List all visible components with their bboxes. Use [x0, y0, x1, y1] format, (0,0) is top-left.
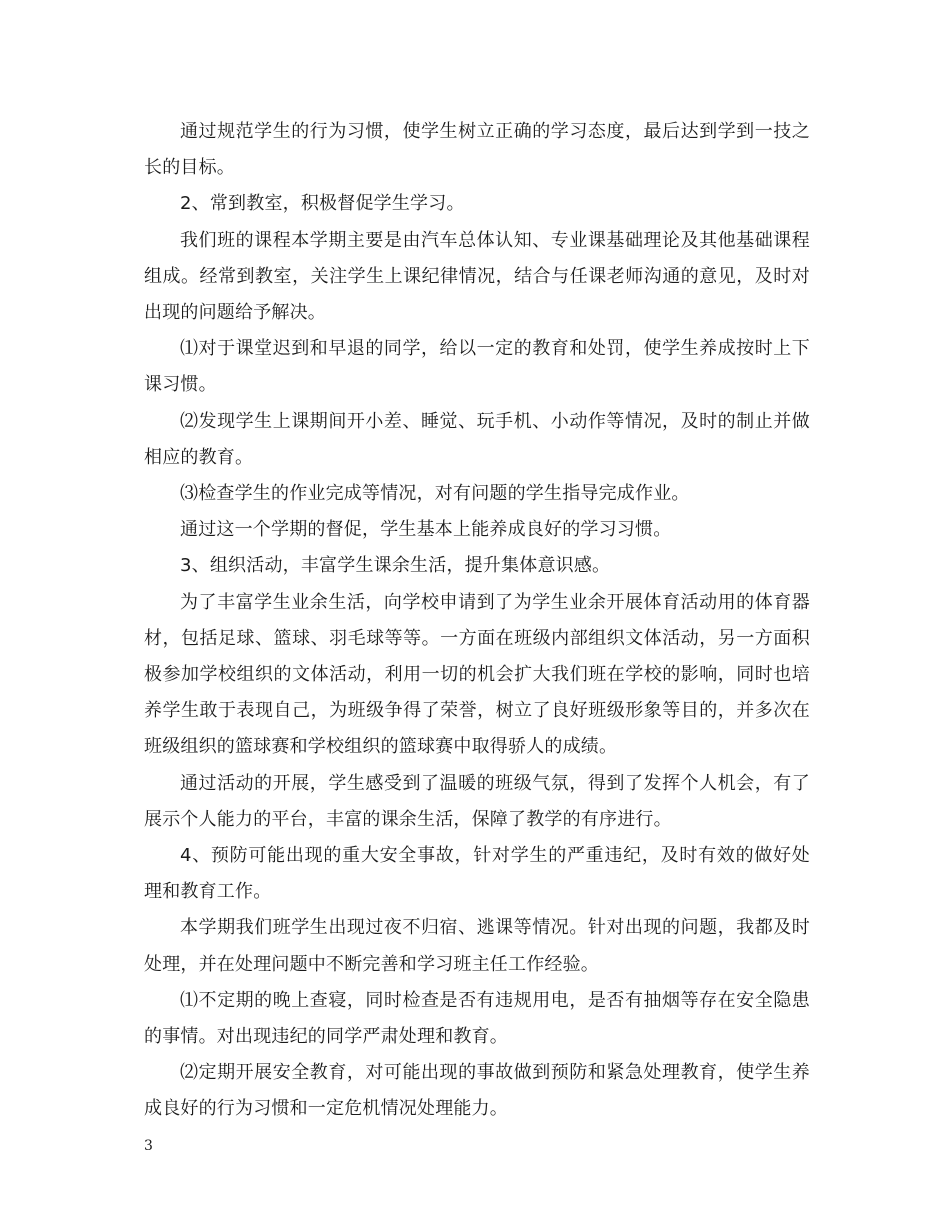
page-number: 3 — [144, 1138, 153, 1154]
paragraph: 通过规范学生的行为习惯，使学生树立正确的学习态度，最后达到学到一技之长的目标。 — [144, 121, 810, 179]
list-item: ⑴对于课堂迟到和早退的同学，给以一定的教育和处罚，使学生养成按时上下课习惯。 — [144, 338, 810, 396]
paragraph: 我们班的课程本学期主要是由汽车总体认知、专业课基础理论及其他基础课程组成。经常到教室，关注学生上课纪律情况，结合与任课老师沟通的意见，及时对出现的问题给予解决。 — [144, 229, 810, 324]
section-heading-4: 4、预防可能出现的重大安全事故，针对学生的严重违纪，及时有效的做好处理和教育工作。 — [144, 845, 810, 903]
paragraph: 为了丰富学生业余生活，向学校申请到了为学生业余开展体育活动用的体育器材，包括足球、篮球、羽毛球等等。一方面在班级内部组织文体活动，另一方面积极参加学校组织的文体活动，利用一切的机会扩大我们班在学校的影响，同时也培养学生敢于表现自己，为班级争得了荣誉，树立了良好班级形象等目的，并多次在班级组织的篮球赛和学校组织的篮球赛中取得骄人的成绩。 — [144, 591, 810, 758]
list-item: ⑶检查学生的作业完成等情况，对有问题的学生指导完成作业。 — [180, 483, 690, 505]
paragraph: 通过活动的开展，学生感受到了温暖的班级气氛，得到了发挥个人机会，有了展示个人能力的平台，丰富的课余生活，保障了教学的有序进行。 — [144, 772, 810, 830]
paragraph: 本学期我们班学生出现过夜不归宿、逃课等情况。针对出现的问题，我都及时处理，并在处理问题中不断完善和学习班主任工作经验。 — [144, 917, 810, 975]
list-item: ⑴不定期的晚上查寝，同时检查是否有违规用电，是否有抽烟等存在安全隐患的事情。对出现违纪的同学严肃处理和教育。 — [144, 989, 810, 1048]
paragraph: 通过这一个学期的督促，学生基本上能养成良好的学习习惯。 — [180, 519, 672, 541]
section-heading-3: 3、组织活动，丰富学生课余生活，提升集体意识感。 — [180, 555, 611, 577]
list-item: ⑵定期开展安全教育，对可能出现的事故做到预防和紧急处理教育，使学生养成良好的行为习惯和一定危机情况处理能力。 — [144, 1062, 810, 1120]
list-item: ⑵发现学生上课期间开小差、睡觉、玩手机、小动作等情况，及时的制止并做相应的教育。 — [144, 410, 810, 468]
section-heading-2: 2、常到教室，积极督促学生学习。 — [180, 193, 465, 215]
document-body — [144, 114, 810, 1128]
